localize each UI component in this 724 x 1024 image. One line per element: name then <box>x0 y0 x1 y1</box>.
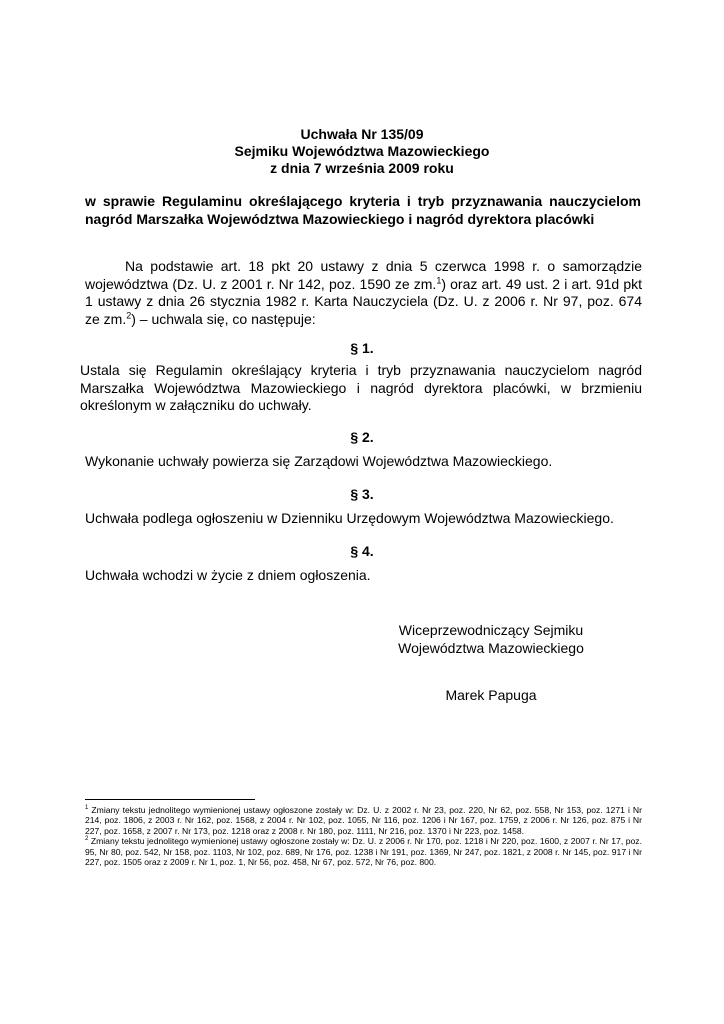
resolution-header <box>0 126 724 177</box>
footnote-ref-1: 1 <box>436 274 442 285</box>
footnote-1-text: Zmiany tekstu jednolitego wymienionej ustawy ogłoszone zostały w: Dz. U. z 2002 r. Nr 23, poz. 220, Nr 62, poz. 558, Nr 153, poz. 1271 i Nr 214, poz. 1806, z 2003 r. Nr 162, poz. 1568, z 2004 r. Nr 102, poz. 1055, Nr 116, poz. 1206 i Nr 167, poz. 1759, z 2006 r. Nr 126, poz. 875 i Nr 227, poz. 1658, z 2007 r. Nr 173, poz. 1218 oraz z 2008 r. Nr 180, poz. 1111, Nr 216, poz. 1370 i Nr 223, poz. 1458. <box>85 805 642 836</box>
signatory-name: Marek Papuga <box>445 687 537 703</box>
preamble-part-2: ) oraz art. 49 ust. 2 i art. 91d pkt 1 ustawy z dnia 26 stycznia 1982 r. Karta Nauczyciela (Dz. U. z 2006 r. Nr 97, poz. 674 ze zm. <box>85 275 642 327</box>
footnote-ref-2: 2 <box>126 309 132 320</box>
signatory-title-line-2: Województwa Mazowieckiego <box>398 639 584 656</box>
section-4-text: Uchwała wchodzi w życie z dniem ogłoszenia. <box>85 567 371 583</box>
section-1-text: Ustala się Regulamin określający kryteria i tryb przyznawania nauczycielom nagród Marszałka Województwa Mazowieckiego i nagród dyrektora placówki, w brzmieniu określonym w załączniku do uchwały. <box>80 362 642 413</box>
footnote-1 <box>85 805 642 836</box>
footnote-divider <box>85 799 255 800</box>
footnotes <box>85 805 642 867</box>
section-3-heading: § 3. <box>350 486 374 502</box>
resolution-number: Uchwała Nr 135/09 <box>300 126 424 142</box>
section-2-heading: § 2. <box>350 429 374 445</box>
footnote-2-mark: 2 <box>85 836 89 843</box>
section-2-text: Wykonanie uchwały powierza się Zarządowi Województwa Mazowieckiego. <box>85 453 553 469</box>
section-1-heading: § 1. <box>350 340 374 356</box>
section-4-heading: § 4. <box>350 543 374 559</box>
footnote-1-mark: 1 <box>85 805 89 812</box>
footnote-2 <box>85 836 642 867</box>
resolution-date: z dnia 7 września 2009 roku <box>270 160 454 176</box>
preamble <box>85 258 642 328</box>
signatory-title-line-1: Wiceprzewodniczący Sejmiku <box>398 622 584 638</box>
section-3-text: Uchwała podlega ogłoszeniu w Dzienniku Urzędowym Województwa Mazowieckiego. <box>85 510 614 526</box>
preamble-part-3: ) – uchwala się, co następuje: <box>131 310 316 327</box>
resolution-subject: w sprawie Regulaminu określającego kryteria i tryb przyznawania nauczycielom nagród Marszałka Województwa Mazowieckiego i nagród dyrektora placówki <box>85 193 641 227</box>
preamble-part-1: Na podstawie art. 18 pkt 20 ustawy z dnia 5 czerwca 1998 r. o samorządzie województwa (Dz. U. z 2001 r. Nr 142, poz. 1590 ze zm. <box>85 258 642 292</box>
issuing-body: Sejmiku Województwa Mazowieckiego <box>234 143 490 159</box>
footnote-2-text: Zmiany tekstu jednolitego wymienionej ustawy ogłoszone zostały w: Dz. U. z 2006 r. Nr 170, poz. 1218 i Nr 220, poz. 1600, z 2007 r. Nr 17, poz. 95, Nr 80, poz. 542, Nr 158, poz. 1103, Nr 102, poz. 689, Nr 176, poz. 1238 i Nr 191, poz. 1369, Nr 247, poz. 1821, z 2008 r. Nr 145, poz. 917 i Nr 227, poz. 1505 oraz z 2009 r. Nr 1, poz. 1, Nr 56, poz. 458, Nr 67, poz. 572, Nr 76, poz. 800. <box>85 836 642 868</box>
signature-block <box>376 622 606 657</box>
